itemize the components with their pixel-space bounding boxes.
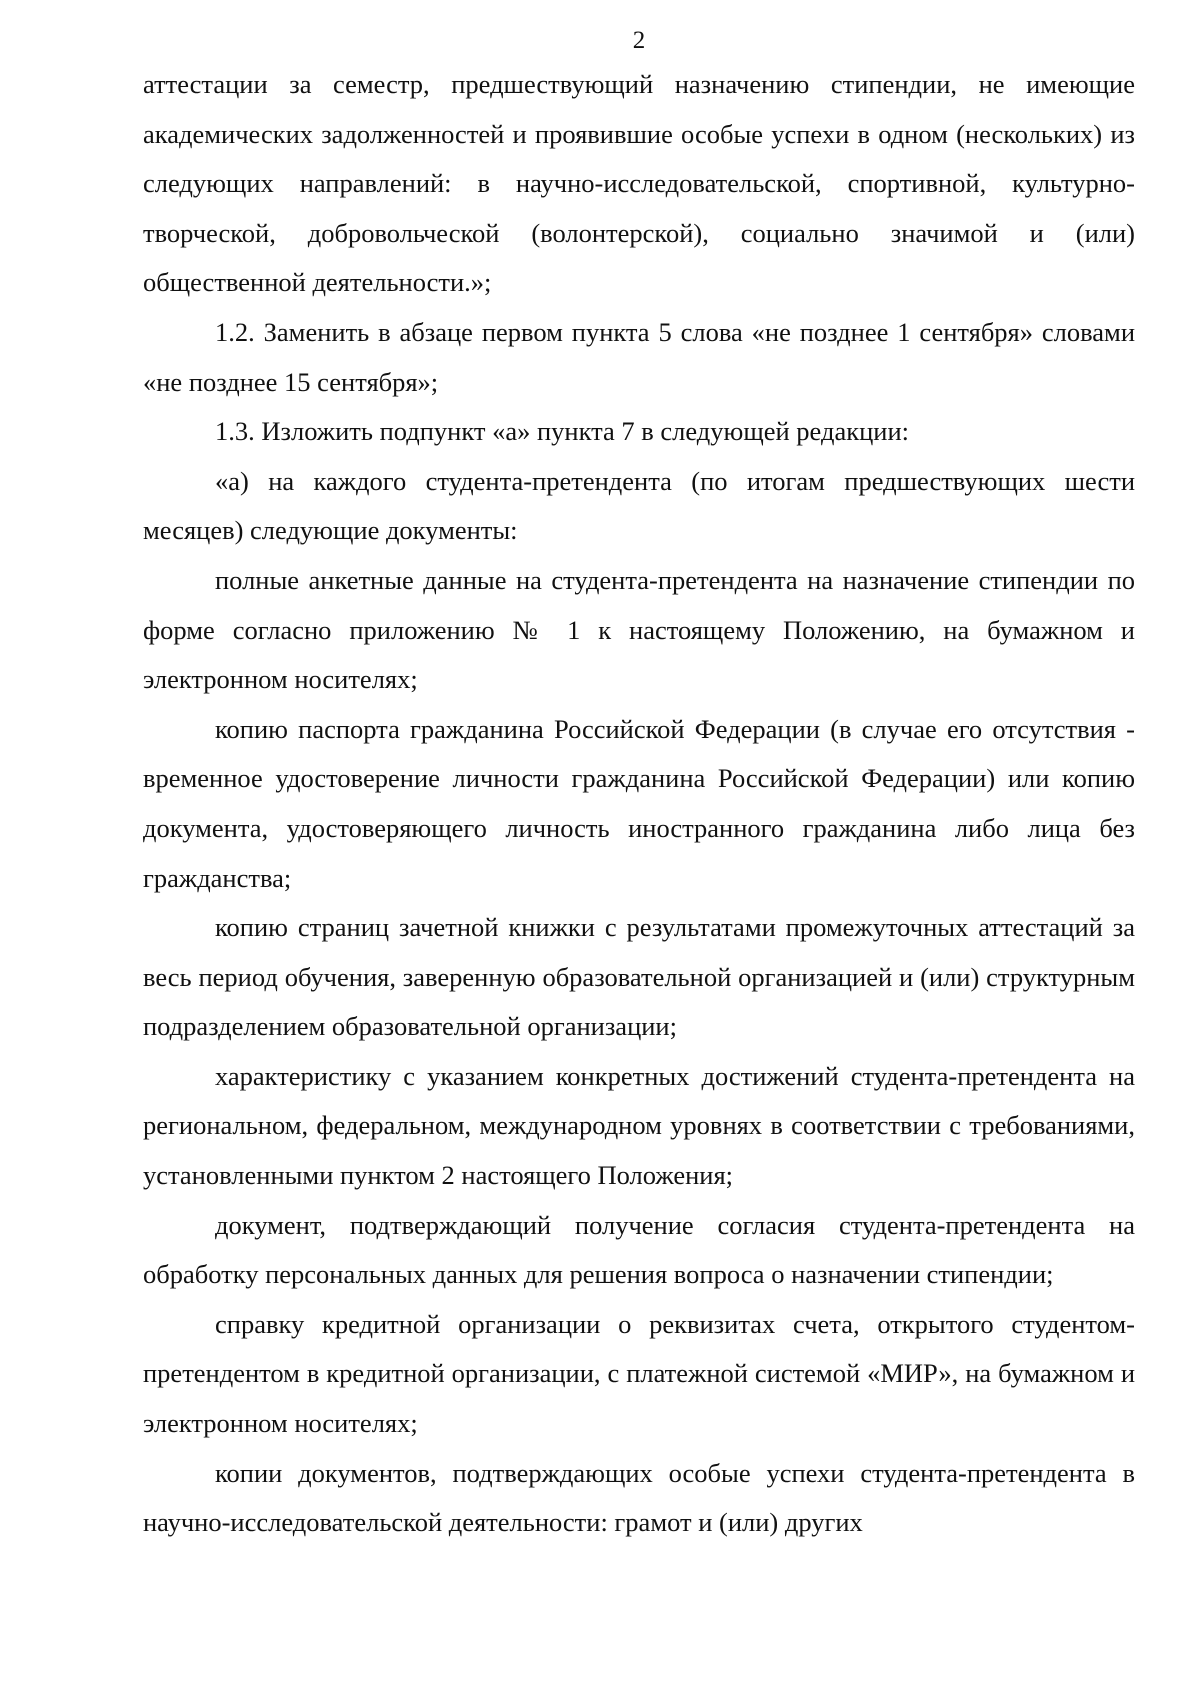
paragraph-characteristic: характеристику с указанием конкретных достижений студента-претендента на региональном, федеральном, международном уровнях в соответствии с требованиями, установленными пунктом 2 настоящего Положения; <box>143 1060 1135 1191</box>
paragraph-bank-certificate: справку кредитной организации о реквизитах счета, открытого студентом-претендентом в кредитной организации, с платежной системой «МИР», на бумажном и электронном носителях; <box>143 1308 1135 1439</box>
paragraph-achievements: копии документов, подтверждающих особые успехи студента-претендента в научно-исследовательской деятельности: грамот и (или) других <box>143 1457 1135 1538</box>
paragraph-item-1-3: 1.3. Изложить подпункт «а» пункта 7 в следующей редакции: <box>215 416 909 447</box>
paragraph-subitem-a: «а) на каждого студента-претендента (по итогам предшествующих шести месяцев) следующие документы: <box>143 465 1135 546</box>
page-number: 2 <box>632 27 646 54</box>
paragraph-passport: копию паспорта гражданина Российской Федерации (в случае его отсутствия - временное удостоверение личности гражданина Российской Федерации) или копию документа, удостоверяющего личность иностранного гражданина либо лица без гражданства; <box>143 713 1135 893</box>
document-page <box>143 22 1135 1548</box>
paragraph-continuation: аттестации за семестр, предшествующий назначению стипендии, не имеющие академических задолженностей и проявившие особые успехи в одном (нескольких) из следующих направлений: в научно-исследовательской, спортивной, культурно-творческой, добровольческой (волонтерской), социально значимой и (или) общественной деятельности.»; <box>143 69 1135 298</box>
paragraph-questionnaire: полные анкетные данные на студента-претендента на назначение стипендии по форме согласно приложению № 1 к настоящему Положению, на бумажном и электронном носителях; <box>143 564 1135 695</box>
paragraph-gradebook: копию страниц зачетной книжки с результатами промежуточных аттестаций за весь период обучения, заверенную образовательной организацией и (или) структурным подразделением образовательной организации; <box>143 912 1135 1042</box>
paragraph-consent: документ, подтверждающий получение согласия студента-претендента на обработку персональных данных для решения вопроса о назначении стипендии; <box>143 1209 1135 1290</box>
paragraph-item-1-2: 1.2. Заменить в абзаце первом пункта 5 слова «не позднее 1 сентября» словами «не позднее 15 сентября»; <box>143 316 1135 397</box>
